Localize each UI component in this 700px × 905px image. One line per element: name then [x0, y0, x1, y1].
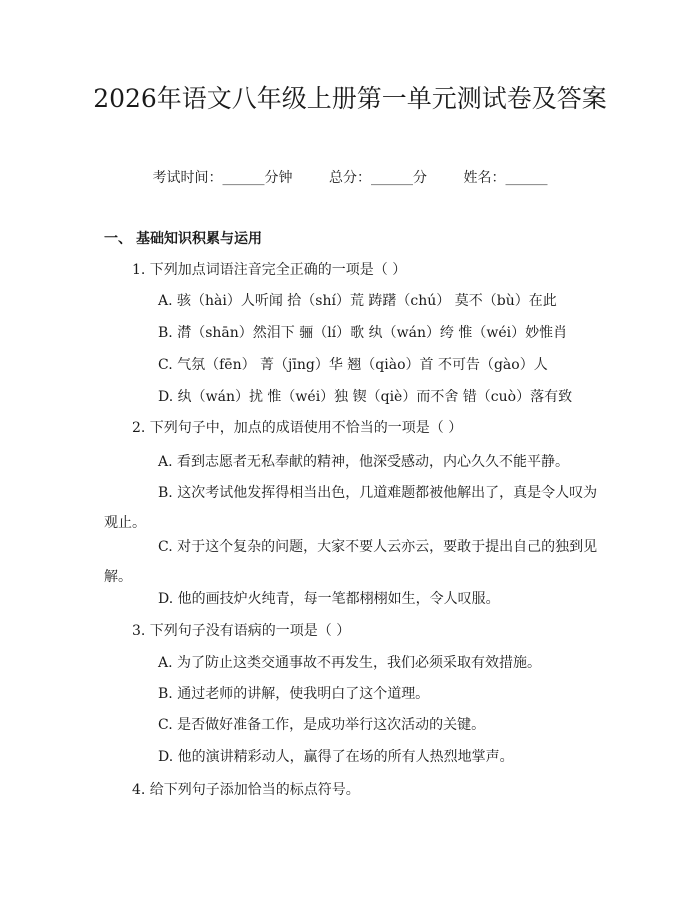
section-heading [104, 229, 262, 249]
question-1-stem: 1. 下列加点词语注音完全正确的一项是（ ） [132, 262, 407, 278]
exam-total-score: 总分：______分 [329, 170, 427, 186]
question-2-stem: 2. 下列句子中，加点的成语使用不恰当的一项是（ ） [132, 420, 463, 436]
question-2-option-b: B. 这次考试他发挥得相当出色，几道难题都被他解出了，真是令人叹为观止。 [104, 485, 598, 531]
page-title: 2026年语文八年级上册第一单元测试卷及答案 [93, 84, 607, 113]
exam-time: 考试时间：______分钟 [152, 170, 293, 186]
question-3-option-d: D. 他的演讲精彩动人，赢得了在场的所有人热烈地掌声。 [158, 749, 514, 765]
exam-name: 姓名：______ [463, 170, 548, 186]
question-3-option-c: C. 是否做好准备工作，是成功举行这次活动的关键。 [158, 717, 486, 733]
question-1-option-a: A. 骇（hài）人听闻 拾（shí）荒 踌躇（chú） 莫不（bù）在此 [158, 293, 557, 309]
question-2-option-c: C. 对于这个复杂的问题，大家不要人云亦云，要敢于提出自己的独到见解。 [104, 539, 598, 585]
section-number: 一、 [104, 231, 132, 247]
question-4-stem: 4. 给下列句子添加恰当的标点符号。 [132, 782, 360, 798]
question-3-stem: 3. 下列句子没有语病的一项是（ ） [132, 623, 351, 639]
question-1-option-b: B. 潸（shān）然泪下 骊（lí）歌 纨（wán）绔 惟（wéi）妙惟肖 [158, 325, 568, 341]
question-3-option-b: B. 通过老师的讲解，使我明白了这个道理。 [158, 686, 430, 702]
section-title: 基础知识积累与运用 [136, 231, 262, 247]
question-2-option-a: A. 看到志愿者无私奉献的精神，他深受感动，内心久久不能平静。 [158, 454, 570, 470]
question-1-option-d: D. 纨（wán）扰 惟（wéi）独 锲（qiè）而不舍 错（cuò）落有致 [158, 389, 573, 405]
question-1-option-c: C. 气氛（fēn） 菁（jīng）华 翘（qiào）首 不可告（gào）人 [158, 357, 548, 373]
question-3-option-a: A. 为了防止这类交通事故不再发生，我们必须采取有效措施。 [158, 655, 542, 671]
exam-meta [0, 168, 700, 188]
question-2-option-d: D. 他的画技炉火纯青，每一笔都栩栩如生，令人叹服。 [158, 591, 500, 607]
